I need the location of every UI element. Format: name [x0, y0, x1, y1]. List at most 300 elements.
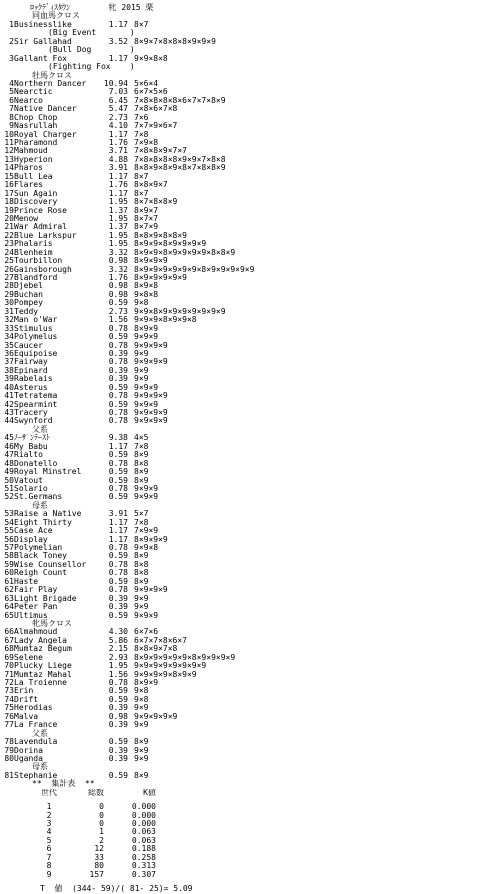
cross-row — [0, 367, 480, 375]
cross-row — [0, 131, 480, 139]
row-number: 35 — [4, 341, 14, 350]
cross-generations: 8×9×7 — [134, 206, 159, 215]
horse-name-cell: Solario — [14, 484, 48, 493]
summary-row — [0, 871, 480, 879]
k-value-cell: 0.063 — [131, 836, 156, 845]
row-number: 64 — [4, 603, 14, 612]
horse-name-cell: ﾉｰｻﾞﾝﾃｰｽﾄ — [14, 434, 50, 443]
count-cell: 2 — [99, 836, 104, 845]
count-cell: 0 — [99, 811, 104, 820]
cross-row — [0, 274, 480, 282]
blood-value: 3.32 — [108, 265, 128, 274]
blood-value: 1.17 — [108, 189, 128, 198]
horse-name-cell: Wise Counsellor — [14, 560, 87, 569]
horse-name-cell: Businesslike — [14, 20, 72, 29]
row-number: 59 — [4, 560, 14, 569]
blood-value: 0.98 — [108, 712, 128, 721]
cross-row — [0, 156, 480, 164]
cross-row — [0, 375, 480, 383]
row-number: 28 — [4, 282, 14, 291]
cross-generations: 8×7 — [134, 172, 149, 181]
k-value-cell: 0.000 — [131, 811, 156, 820]
row-number: 70 — [4, 662, 14, 671]
cross-row — [0, 181, 480, 189]
horse-name-cell: Nearctic — [14, 88, 53, 97]
cross-row — [0, 713, 480, 721]
blood-value: 0.78 — [108, 484, 128, 493]
cross-generations: 8×8×9×8×8×9 — [134, 231, 187, 240]
horse-name-cell: Tetratema — [14, 392, 58, 401]
blood-value: 1.17 — [108, 54, 128, 63]
horse-name-cell: Donatello — [14, 459, 58, 468]
cross-generations: 9×9 — [134, 746, 149, 755]
cross-generations: 8×9×9 — [134, 679, 159, 687]
row-subnote: (Fighting Fox ) — [48, 63, 135, 72]
blood-value: 0.59 — [108, 611, 128, 620]
section-heading: 牝馬クロス — [32, 618, 72, 628]
k-value-cell: 0.258 — [131, 853, 156, 862]
blood-value: 0.39 — [108, 366, 128, 375]
row-number: 81 — [4, 771, 14, 780]
horse-name-cell: Dorina — [14, 746, 43, 755]
horse-name-cell: Stimulus — [14, 324, 53, 333]
row-number: 58 — [4, 552, 14, 561]
summary-table — [0, 780, 480, 893]
cross-row — [0, 223, 480, 231]
blood-value: 0.59 — [108, 476, 128, 485]
cross-generations: 9×9×9×9 — [134, 341, 168, 350]
cross-row — [0, 586, 480, 594]
cross-generations: 9×8 — [134, 687, 149, 696]
row-number: 54 — [4, 518, 14, 527]
row-number: 27 — [4, 274, 14, 282]
blood-value: 4.10 — [108, 122, 128, 131]
horse-name-cell: Uganda — [14, 754, 43, 763]
cross-generations: 9×9 — [134, 704, 149, 713]
horse-name-cell: Polymelus — [14, 333, 58, 342]
row-number: 48 — [4, 459, 14, 468]
cross-row — [0, 468, 480, 476]
blood-value: 1.37 — [108, 206, 128, 215]
col-generation: 世代 — [41, 788, 57, 797]
cross-generations: 8×8×9×7 — [134, 181, 168, 190]
blood-value: 0.98 — [108, 282, 128, 291]
cross-generations: 9×8 — [134, 299, 149, 308]
horse-name-cell: Drift — [14, 695, 39, 704]
blood-value: 0.39 — [108, 603, 128, 612]
cross-generations: 8×9 — [134, 577, 149, 586]
blood-value: 0.59 — [108, 493, 128, 502]
horse-name-cell: Epinard — [14, 366, 48, 375]
row-number: 23 — [4, 240, 14, 249]
cross-generations: 9×9×9 — [134, 383, 159, 392]
cross-row — [0, 232, 480, 240]
horse-name-cell: Case Ace — [14, 527, 53, 536]
row-number: 20 — [4, 214, 14, 223]
horse-name-cell: Chop Chop — [14, 113, 58, 122]
cross-generations: 9×9×8×9×9×9×9×9×9×9 — [134, 307, 226, 316]
blood-value: 5.47 — [108, 105, 128, 114]
row-number: 67 — [4, 636, 14, 645]
horse-name-cell: Buchan — [14, 290, 43, 299]
cross-generations: 8×9×9 — [134, 324, 159, 333]
row-number: 17 — [4, 189, 14, 198]
cross-generations: 9×9×9×9 — [134, 392, 168, 401]
blood-value: 7.03 — [108, 88, 128, 97]
cross-generations: 7×8 — [134, 518, 149, 527]
row-number: 74 — [4, 695, 14, 704]
horse-name-cell: Blenheim — [14, 248, 53, 257]
horse-name-cell: Phalaris — [14, 240, 53, 249]
section-heading: 牡馬クロス — [32, 70, 72, 80]
blood-value: 0.59 — [108, 451, 128, 460]
horse-name-cell: Tracery — [14, 409, 48, 417]
cross-row — [0, 105, 480, 113]
section-heading: 同血馬クロス — [32, 11, 80, 21]
horse-name-cell: Bull Lea — [14, 172, 53, 181]
row-number: 41 — [4, 392, 14, 401]
horse-name-cell: Herodias — [14, 704, 53, 713]
row-number: 21 — [4, 223, 14, 232]
cross-generations: 7×8×8×8×8×9×9×7×8×8 — [134, 155, 226, 164]
row-number: 7 — [9, 105, 14, 114]
cross-row — [0, 451, 480, 459]
row-number: 24 — [4, 248, 14, 257]
row-number: 66 — [4, 628, 14, 637]
row-number: 49 — [4, 468, 14, 477]
summary-row — [0, 845, 480, 853]
blood-value: 1.95 — [108, 231, 128, 240]
blood-value: 0.78 — [108, 392, 128, 401]
horse-name-cell: Pompey — [14, 299, 43, 308]
cross-generations: 9×9×9×9 — [134, 417, 168, 426]
horse-name-cell: Nearco — [14, 96, 43, 105]
cross-row — [0, 29, 480, 37]
blood-value: 0.98 — [108, 290, 128, 299]
cross-generations: 9×9×9×9×8×9×9 — [134, 670, 197, 679]
cross-generations: 8×9 — [134, 738, 149, 747]
row-number: 26 — [4, 265, 14, 274]
cross-row — [0, 147, 480, 155]
cross-generations: 9×9×9×8×9×9×8 — [134, 316, 197, 325]
row-number: 18 — [4, 198, 14, 207]
cross-sections — [0, 12, 480, 780]
cross-generations: 8×8×9×7×8 — [134, 645, 178, 654]
row-number: 11 — [4, 139, 14, 147]
blood-value: 2.93 — [108, 653, 128, 662]
cross-row — [0, 595, 480, 603]
horse-name-cell: Mahmoud — [14, 147, 48, 156]
cross-row — [0, 443, 480, 451]
cross-generations: 7×8 — [134, 442, 149, 451]
cross-row — [0, 671, 480, 679]
cross-generations: 9×9 — [134, 721, 149, 730]
blood-value: 0.39 — [108, 721, 128, 730]
cross-generations: 8×7×8×8×9 — [134, 198, 178, 207]
row-number: 36 — [4, 349, 14, 358]
blood-value: 0.39 — [108, 375, 128, 384]
cross-generations: 5×7 — [134, 510, 149, 519]
row-number: 9 — [9, 122, 14, 131]
generation-cell: 9 — [46, 870, 52, 879]
cross-row — [0, 637, 480, 645]
cross-row — [0, 21, 480, 29]
cross-row — [0, 316, 480, 324]
cross-generations: 8×9 — [134, 476, 149, 485]
blood-value: 0.78 — [108, 569, 128, 578]
cross-generations: 8×8 — [134, 560, 149, 569]
blood-value: 0.98 — [108, 257, 128, 266]
horse-name-cell: Tourbillon — [14, 257, 63, 266]
cross-generations: 9×9×9 — [134, 484, 159, 493]
row-number: 33 — [4, 324, 14, 333]
row-number: 10 — [4, 130, 14, 139]
section-heading: 母系 — [32, 762, 48, 772]
cross-row — [0, 249, 480, 257]
horse-name-cell: Teddy — [14, 307, 39, 316]
cross-generations: 8×9×9×9×9×9×9×8×9×9×9×9×9 — [134, 265, 255, 274]
generation-cell: 3 — [46, 820, 52, 828]
horse-name-cell: Selene — [14, 653, 43, 662]
cross-row — [0, 384, 480, 392]
count-cell: 157 — [89, 870, 104, 879]
cross-generations: 9×9 — [134, 754, 149, 763]
blood-value: 1.76 — [108, 139, 128, 147]
cross-row — [0, 308, 480, 316]
cross-row — [0, 434, 480, 442]
summary-row — [0, 812, 480, 820]
cross-row — [0, 63, 480, 71]
cross-row — [0, 510, 480, 518]
blood-value: 0.59 — [108, 400, 128, 409]
horse-name-cell: Prince Rose — [14, 206, 67, 215]
cross-generations: 8×9 — [134, 451, 149, 460]
row-number: 42 — [4, 400, 14, 409]
horse-name-cell: Almahmoud — [14, 628, 58, 637]
horse-name-cell: Discovery — [14, 198, 58, 207]
generation-cell: 7 — [46, 853, 52, 862]
blood-value: 0.78 — [108, 544, 128, 552]
horse-name: ﾛｯｸﾃﾞｨｽﾀｳﾝ — [30, 3, 70, 12]
row-number: 14 — [4, 164, 14, 173]
cross-row — [0, 139, 480, 147]
t-value-line: T 値 (344- 59)/( 81- 25)= 5.09 — [40, 884, 193, 894]
cross-row — [0, 477, 480, 485]
cross-row — [0, 527, 480, 535]
blood-value: 1.95 — [108, 198, 128, 207]
cross-row — [0, 493, 480, 501]
cross-generations: 7×8 — [134, 130, 149, 139]
cross-generations: 9×9×9×9 — [134, 358, 168, 367]
count-cell: 0 — [99, 803, 104, 812]
cross-row — [0, 299, 480, 307]
cross-row — [0, 282, 480, 290]
blood-value: 1.17 — [108, 20, 128, 29]
blood-value: 0.78 — [108, 679, 128, 687]
horse-name-cell: Haste — [14, 577, 39, 586]
cross-row — [0, 88, 480, 96]
row-subnote: (Big Event ) — [48, 29, 135, 38]
horse-name-cell: Mumtaz Begum — [14, 645, 72, 654]
cross-generations: 9×9×9×9 — [134, 586, 168, 595]
blood-value: 3.52 — [108, 37, 128, 46]
blood-value: 1.95 — [108, 214, 128, 223]
cross-generations: 7×8×8×9×7×7 — [134, 147, 187, 156]
row-number: 3 — [9, 54, 14, 63]
blood-value: 0.59 — [108, 552, 128, 561]
horse-name-cell: Equipoise — [14, 349, 58, 358]
row-number: 80 — [4, 754, 14, 763]
horse-name-cell: Mumtaz Mahal — [14, 670, 72, 679]
cross-generations: 8×7 — [134, 189, 149, 198]
row-number: 13 — [4, 155, 14, 164]
cross-row — [0, 645, 480, 653]
row-number: 45 — [4, 434, 14, 443]
horse-name-cell: Plucky Liege — [14, 662, 72, 671]
horse-name-cell: La Troienne — [14, 679, 67, 687]
horse-name-cell: Djebel — [14, 282, 43, 291]
row-number: 37 — [4, 358, 14, 367]
row-number: 75 — [4, 704, 14, 713]
blood-value: 1.76 — [108, 181, 128, 190]
horse-name-cell: Royal Minstrel — [14, 468, 82, 477]
cross-row — [0, 460, 480, 468]
row-number: 19 — [4, 206, 14, 215]
blood-value: 0.59 — [108, 695, 128, 704]
row-number: 2 — [9, 37, 14, 46]
cross-row — [0, 569, 480, 577]
cross-generations: 8×7×7 — [134, 214, 159, 223]
blood-value: 0.59 — [108, 738, 128, 747]
row-number: 32 — [4, 316, 14, 325]
row-number: 47 — [4, 451, 14, 460]
horse-name-cell: My Babu — [14, 442, 48, 451]
cross-row — [0, 721, 480, 729]
cross-generations: 9×9×9 — [134, 493, 159, 502]
row-number: 38 — [4, 366, 14, 375]
summary-row — [0, 854, 480, 862]
row-number: 29 — [4, 290, 14, 299]
blood-value: 6.45 — [108, 96, 128, 105]
horse-name-cell: Light Brigade — [14, 594, 77, 603]
cross-row — [0, 704, 480, 712]
horse-name-cell: Blandford — [14, 274, 58, 282]
horse-name-cell: Rabelais — [14, 375, 53, 384]
blood-value: 0.59 — [108, 687, 128, 696]
row-number: 31 — [4, 307, 14, 316]
generation-cell: 2 — [46, 811, 52, 820]
cross-generations: 4×5 — [134, 434, 149, 443]
row-number: 69 — [4, 653, 14, 662]
horse-name-cell: Flares — [14, 181, 43, 190]
horse-name-cell: Black Toney — [14, 552, 67, 561]
blood-value: 0.59 — [108, 383, 128, 392]
cross-generations: 8×9 — [134, 552, 149, 561]
col-k-value: K値 — [143, 788, 156, 797]
horse-name-cell: War Admiral — [14, 223, 67, 232]
cross-generations: 8×9×9×9×9×9×8×9×9×9×9 — [134, 653, 236, 662]
cross-generations: 8×9×9×8×9×9×9×9×8×8×9 — [134, 248, 236, 257]
row-number: 63 — [4, 594, 14, 603]
horse-name-cell: Asterus — [14, 383, 48, 392]
row-number: 61 — [4, 577, 14, 586]
horse-name-cell: Gallant Fox — [14, 54, 67, 63]
cross-row — [0, 257, 480, 265]
blood-value: 4.30 — [108, 628, 128, 637]
blood-value: 3.32 — [108, 248, 128, 257]
cross-row — [0, 97, 480, 105]
cross-generations: 8×9 — [134, 771, 149, 780]
cross-row — [0, 291, 480, 299]
cross-row — [0, 755, 480, 763]
row-number: 30 — [4, 299, 14, 308]
cross-row — [0, 215, 480, 223]
cross-generations: 9×8×8 — [134, 290, 159, 299]
pedigree-cross-document — [0, 4, 480, 894]
row-number: 22 — [4, 231, 14, 240]
blood-value: 0.78 — [108, 409, 128, 417]
cross-row — [0, 401, 480, 409]
count-cell: 12 — [94, 845, 104, 854]
blood-value: 10.94 — [103, 79, 128, 88]
horse-name-cell: St.Germans — [14, 493, 63, 502]
row-number: 77 — [4, 721, 14, 730]
horse-name-cell: Menow — [14, 214, 39, 223]
cross-row — [0, 164, 480, 172]
row-number: 16 — [4, 181, 14, 190]
cross-generations: 7×8×8×8×8×6×7×7×8×9 — [134, 96, 226, 105]
cross-row — [0, 536, 480, 544]
cross-row — [0, 552, 480, 560]
horse-name-cell: Peter Pan — [14, 603, 58, 612]
row-number: 12 — [4, 147, 14, 156]
blood-value: 0.78 — [108, 586, 128, 595]
row-number: 78 — [4, 738, 14, 747]
row-number: 39 — [4, 375, 14, 384]
count-cell: 80 — [94, 862, 104, 871]
cross-row — [0, 55, 480, 63]
blood-value: 2.15 — [108, 645, 128, 654]
cross-generations: 9×9×9×9 — [134, 409, 168, 417]
cross-generations: 7×6 — [134, 113, 149, 122]
blood-value: 3.71 — [108, 147, 128, 156]
row-number: 25 — [4, 257, 14, 266]
cross-generations: 9×9×8 — [134, 544, 159, 552]
blood-value: 1.17 — [108, 442, 128, 451]
blood-value: 1.17 — [108, 172, 128, 181]
row-number: 34 — [4, 333, 14, 342]
summary-row — [0, 820, 480, 828]
sex-year: 牝 2015 栗 — [108, 3, 154, 12]
horse-name-cell: Fair Play — [14, 586, 58, 595]
blood-value: 1.56 — [108, 316, 128, 325]
blood-value: 0.78 — [108, 560, 128, 569]
horse-name-cell: Display — [14, 535, 48, 544]
horse-name-cell: Erin — [14, 687, 34, 696]
blood-value: 0.39 — [108, 704, 128, 713]
cross-generations: 9×9×9 — [134, 333, 159, 342]
k-value-cell: 0.307 — [131, 870, 156, 879]
cross-generations: 9×9 — [134, 366, 149, 375]
cross-row — [0, 207, 480, 215]
blood-value: 2.73 — [108, 307, 128, 316]
generation-cell: 8 — [46, 862, 52, 871]
horse-name-cell: Raise a Native — [14, 510, 82, 519]
horse-name-cell: Stephanie — [14, 771, 58, 780]
horse-name-cell: Native Dancer — [14, 105, 77, 114]
cross-row — [0, 738, 480, 746]
blood-value: 0.59 — [108, 577, 128, 586]
